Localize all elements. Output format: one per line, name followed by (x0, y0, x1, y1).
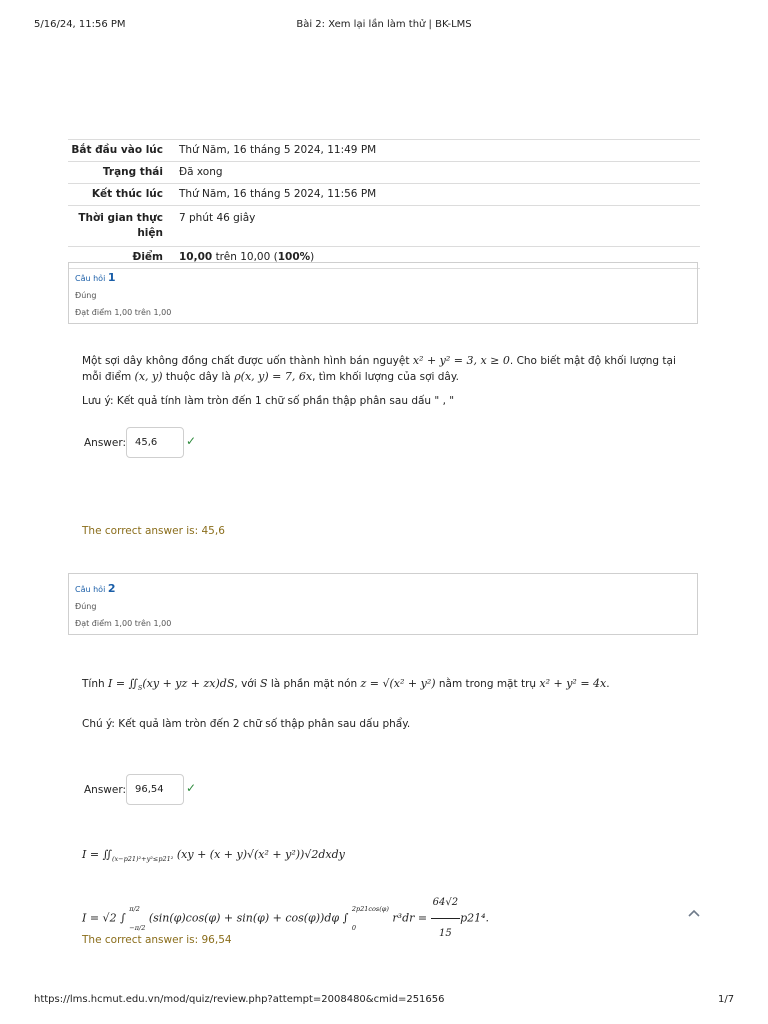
summary-label: Trạng thái (102, 166, 163, 178)
integral-limits-1 (129, 905, 145, 933)
q-text-part: là phần mặt nón (270, 678, 358, 690)
q-text-part: , tìm khối lượng của sợi dây. (312, 371, 459, 383)
question-number-value: 1 (107, 271, 116, 284)
q-text-part: mỗi điểm (82, 371, 132, 383)
summary-value: Thứ Năm, 16 tháng 5 2024, 11:56 PM (179, 188, 377, 200)
answer-input[interactable]: 96,54 (126, 774, 184, 805)
question-2-note: Chú ý: Kết quả làm tròn đến 2 chữ số thập phân sau dấu phẩy. (82, 718, 411, 730)
answer-label: Answer: (84, 437, 127, 449)
question-2-info (68, 573, 698, 635)
solution-part: r³dr = (392, 911, 428, 925)
question-number (75, 582, 116, 595)
q-text-part: , với (234, 678, 257, 690)
solution-part: (sin(φ)cos(φ) + sin(φ) + cos(φ))dφ ∫ (148, 911, 349, 925)
question-1-text (82, 353, 692, 385)
q-text-part: Một sợi dây không đồng chất được uốn thành hình bán nguyệt (82, 355, 410, 367)
summary-label (68, 206, 171, 246)
summary-label-line2: hiện (137, 227, 163, 239)
summary-value: Đã xong (179, 166, 223, 178)
answer-label: Answer: (84, 784, 127, 796)
summary-label-line1: Thời gian thực (78, 212, 163, 224)
question-grade: Đạt điểm 1,00 trên 1,00 (75, 619, 172, 628)
q-math: z = √(x² + y²) (360, 677, 436, 690)
summary-value: 7 phút 46 giây (179, 212, 256, 224)
q-math: ρ(x, y) = 7, 6x (234, 370, 313, 383)
question-state: Đúng (75, 291, 97, 300)
integral-lower: 0 (351, 923, 356, 932)
q-text-part: Tính (82, 678, 105, 690)
q-text-part: . (606, 678, 610, 690)
question-grade: Đạt điểm 1,00 trên 1,00 (75, 308, 172, 317)
solution-line-1 (82, 848, 345, 863)
question-1-info (68, 262, 698, 324)
q-text-part: . Cho biết mật độ khối lượng tại (509, 355, 676, 367)
q-math: x² + y² = 3, x ≥ 0 (412, 354, 510, 367)
fraction-numerator: 64√2 (431, 888, 460, 919)
score-end: ) (310, 251, 315, 263)
solution-part: I = ∬ (82, 848, 112, 861)
solution-part: p21⁴. (460, 911, 490, 925)
question-prefix: Câu hỏi (75, 274, 106, 283)
q-math: (xy + yz + zx)dS (142, 677, 235, 690)
q-math-sub: S (137, 684, 143, 693)
attempt-summary-table (68, 139, 700, 269)
question-number (75, 271, 116, 284)
summary-row-state (68, 161, 700, 183)
solution-part: I = √2 ∫ (82, 911, 126, 925)
q-text-part: thuộc dây là (165, 371, 231, 383)
summary-value: Thứ Năm, 16 tháng 5 2024, 11:49 PM (179, 144, 377, 156)
question-1-note: Lưu ý: Kết quả tính làm tròn đến 1 chữ số phần thập phân sau dấu " , " (82, 395, 455, 407)
correct-answer: The correct answer is: 96,54 (82, 934, 232, 946)
print-page-title: Bài 2: Xem lại lần làm thử | BK-LMS (296, 19, 472, 30)
summary-label: Điểm (132, 251, 163, 263)
integral-upper: π/2 (129, 904, 140, 913)
check-icon: ✓ (186, 781, 197, 795)
question-state: Đúng (75, 602, 97, 611)
integral-upper: 2p21cos(φ) (351, 904, 389, 913)
solution-fraction (431, 888, 460, 949)
score-percent: 100% (277, 251, 311, 263)
score-value: 10,00 (179, 251, 213, 263)
q-text-part: nằm trong mặt trụ (438, 678, 537, 690)
summary-label: Kết thúc lúc (91, 188, 163, 200)
q-math: x² + y² = 4x (539, 677, 607, 690)
q-math: (x, y) (134, 370, 163, 383)
integral-limits-2 (352, 905, 389, 933)
fraction-denominator: 15 (438, 928, 452, 939)
score-mid: trên 10,00 ( (215, 251, 278, 263)
print-page-number: 1/7 (718, 994, 735, 1005)
check-icon: ✓ (186, 434, 197, 448)
summary-row-end (68, 183, 700, 205)
print-url: https://lms.hcmut.edu.vn/mod/quiz/review.php?attempt=2008480&cmid=251656 (34, 994, 445, 1005)
print-datetime: 5/16/24, 11:56 PM (34, 19, 126, 30)
q-math: I = ∬ (107, 677, 138, 690)
answer-input[interactable]: 45,6 (126, 427, 184, 458)
summary-label: Bắt đầu vào lúc (71, 144, 163, 156)
question-2-text (82, 676, 692, 696)
question-number-value: 2 (107, 582, 116, 595)
integral-lower: −π/2 (129, 923, 146, 932)
chevron-up-icon[interactable] (686, 905, 702, 921)
correct-answer: The correct answer is: 45,6 (82, 525, 225, 537)
summary-row-duration (68, 205, 700, 246)
q-math: S (259, 677, 268, 690)
summary-row-start (68, 139, 700, 161)
solution-sub: (x−p21)²+y²≤p21² (111, 855, 174, 864)
question-prefix: Câu hỏi (75, 585, 106, 594)
solution-part: (xy + (x + y)√(x² + y²))√2dxdy (176, 848, 345, 861)
